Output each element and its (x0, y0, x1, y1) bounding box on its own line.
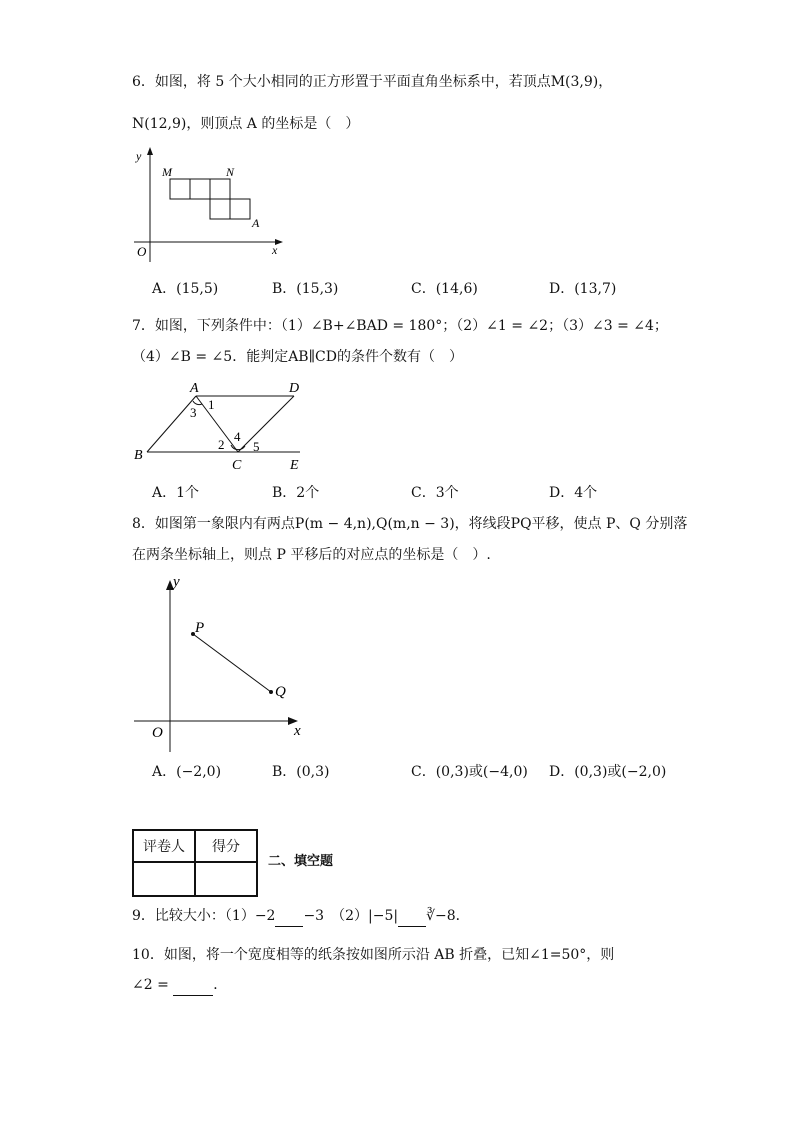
q6-square-1 (170, 179, 190, 199)
q6-square-2 (190, 179, 210, 199)
q9-text (132, 906, 470, 927)
q6-y-label: y (136, 149, 142, 163)
q8-text-line1: 8．如图第一象限内有两点P(m − 4,n),Q(m,n − 3)，将线段PQ平移，使点 P、Q 分别落 (132, 516, 688, 532)
q6-option-d[interactable]: D．(13,7) (549, 281, 617, 297)
q6-square-4 (210, 199, 230, 219)
q8-x-label: x (294, 723, 301, 739)
score-table-cell-grader[interactable] (133, 862, 195, 896)
q10-text-line1: 10．如图，将一个宽度相等的纸条按如图所示沿 AB 折叠，已知∠1=50°，则 (132, 947, 615, 963)
q8-segment-pq (193, 634, 271, 692)
score-table (132, 829, 258, 897)
q7-line-cd (238, 396, 294, 452)
q7-line-ac (196, 396, 238, 452)
q8-origin-label: O (152, 725, 163, 741)
q6-text-line1: 6．如图，将 5 个大小相同的正方形置于平面直角坐标系中，若顶点M(3,9)， (132, 74, 613, 90)
q10-period: ． (213, 977, 228, 993)
score-table-header-score: 得分 (195, 830, 257, 862)
q6-option-a[interactable]: A．(15,5) (152, 281, 219, 297)
q7-label-b: B (134, 448, 143, 463)
q6-y-arrow (147, 147, 153, 155)
q6-option-b[interactable]: B．(15,3) (272, 281, 339, 297)
q6-square-5 (230, 199, 250, 219)
q7-text-line1: 7．如图，下列条件中：（1）∠B+∠BAD = 180°；（2）∠1 = ∠2；（3）∠3 = ∠4； (132, 318, 668, 334)
q10-blank[interactable] (173, 975, 213, 996)
q6-option-c[interactable]: C．(14,6) (411, 281, 478, 297)
q7-option-b[interactable]: B．2个 (272, 485, 320, 501)
q8-y-label: y (173, 574, 180, 590)
q7-option-a[interactable]: A．1个 (152, 485, 200, 501)
q9-prefix: 9．比较大小：（1）−2 (132, 908, 276, 924)
section-title: 二、填空题 (268, 854, 334, 869)
q7-label-c: C (232, 458, 242, 473)
q9-mid1: −3 （2）|−5| (303, 908, 399, 924)
q8-option-c[interactable]: C．(0,3)或(−4,0) (411, 764, 528, 780)
q7-option-c[interactable]: C．3个 (411, 485, 459, 501)
q8-label-q: Q (275, 684, 286, 700)
q6-text-line2: N(12,9)，则顶点 A 的坐标是（ ） (132, 116, 360, 132)
q7-line-ab (147, 396, 196, 452)
score-table-header-grader: 评卷人 (133, 830, 195, 862)
q8-option-a[interactable]: A．(−2,0) (152, 764, 222, 780)
q10-angle2-label: ∠2 = (132, 977, 169, 993)
q9-blank-1[interactable] (275, 906, 303, 927)
q6-label-a: A (252, 216, 260, 230)
q9-mid2: ∛−8． (426, 908, 470, 924)
q7-angle-3: 3 (190, 405, 197, 420)
q7-option-d[interactable]: D．4个 (549, 485, 598, 501)
q7-label-e: E (290, 458, 299, 473)
score-table-cell-score[interactable] (195, 862, 257, 896)
q10-text-line2 (132, 975, 227, 996)
q7-angle-2: 2 (218, 437, 225, 452)
q7-text-line2: （4）∠B = ∠5．能判定AB∥CD的条件个数有（ ） (132, 349, 463, 365)
q7-label-d: D (289, 381, 300, 396)
q8-option-d[interactable]: D．(0,3)或(−2,0) (549, 764, 667, 780)
q7-angle-4: 4 (234, 429, 241, 444)
q8-point-q (269, 690, 273, 694)
q6-label-m: M (162, 165, 172, 179)
q6-square-3 (210, 179, 230, 199)
q8-option-b[interactable]: B．(0,3) (272, 764, 330, 780)
q7-angle-5: 5 (253, 439, 260, 454)
q9-blank-2[interactable] (398, 906, 426, 927)
q6-origin-label: O (137, 244, 147, 259)
q8-label-p: P (195, 620, 205, 636)
q7-angle-1: 1 (208, 397, 215, 412)
q8-text-line2: 在两条坐标轴上，则点 P 平移后的对应点的坐标是（ ）. (132, 547, 491, 563)
q7-label-a: A (190, 381, 199, 396)
q6-label-n: N (226, 165, 235, 179)
q6-x-label: x (272, 243, 278, 257)
